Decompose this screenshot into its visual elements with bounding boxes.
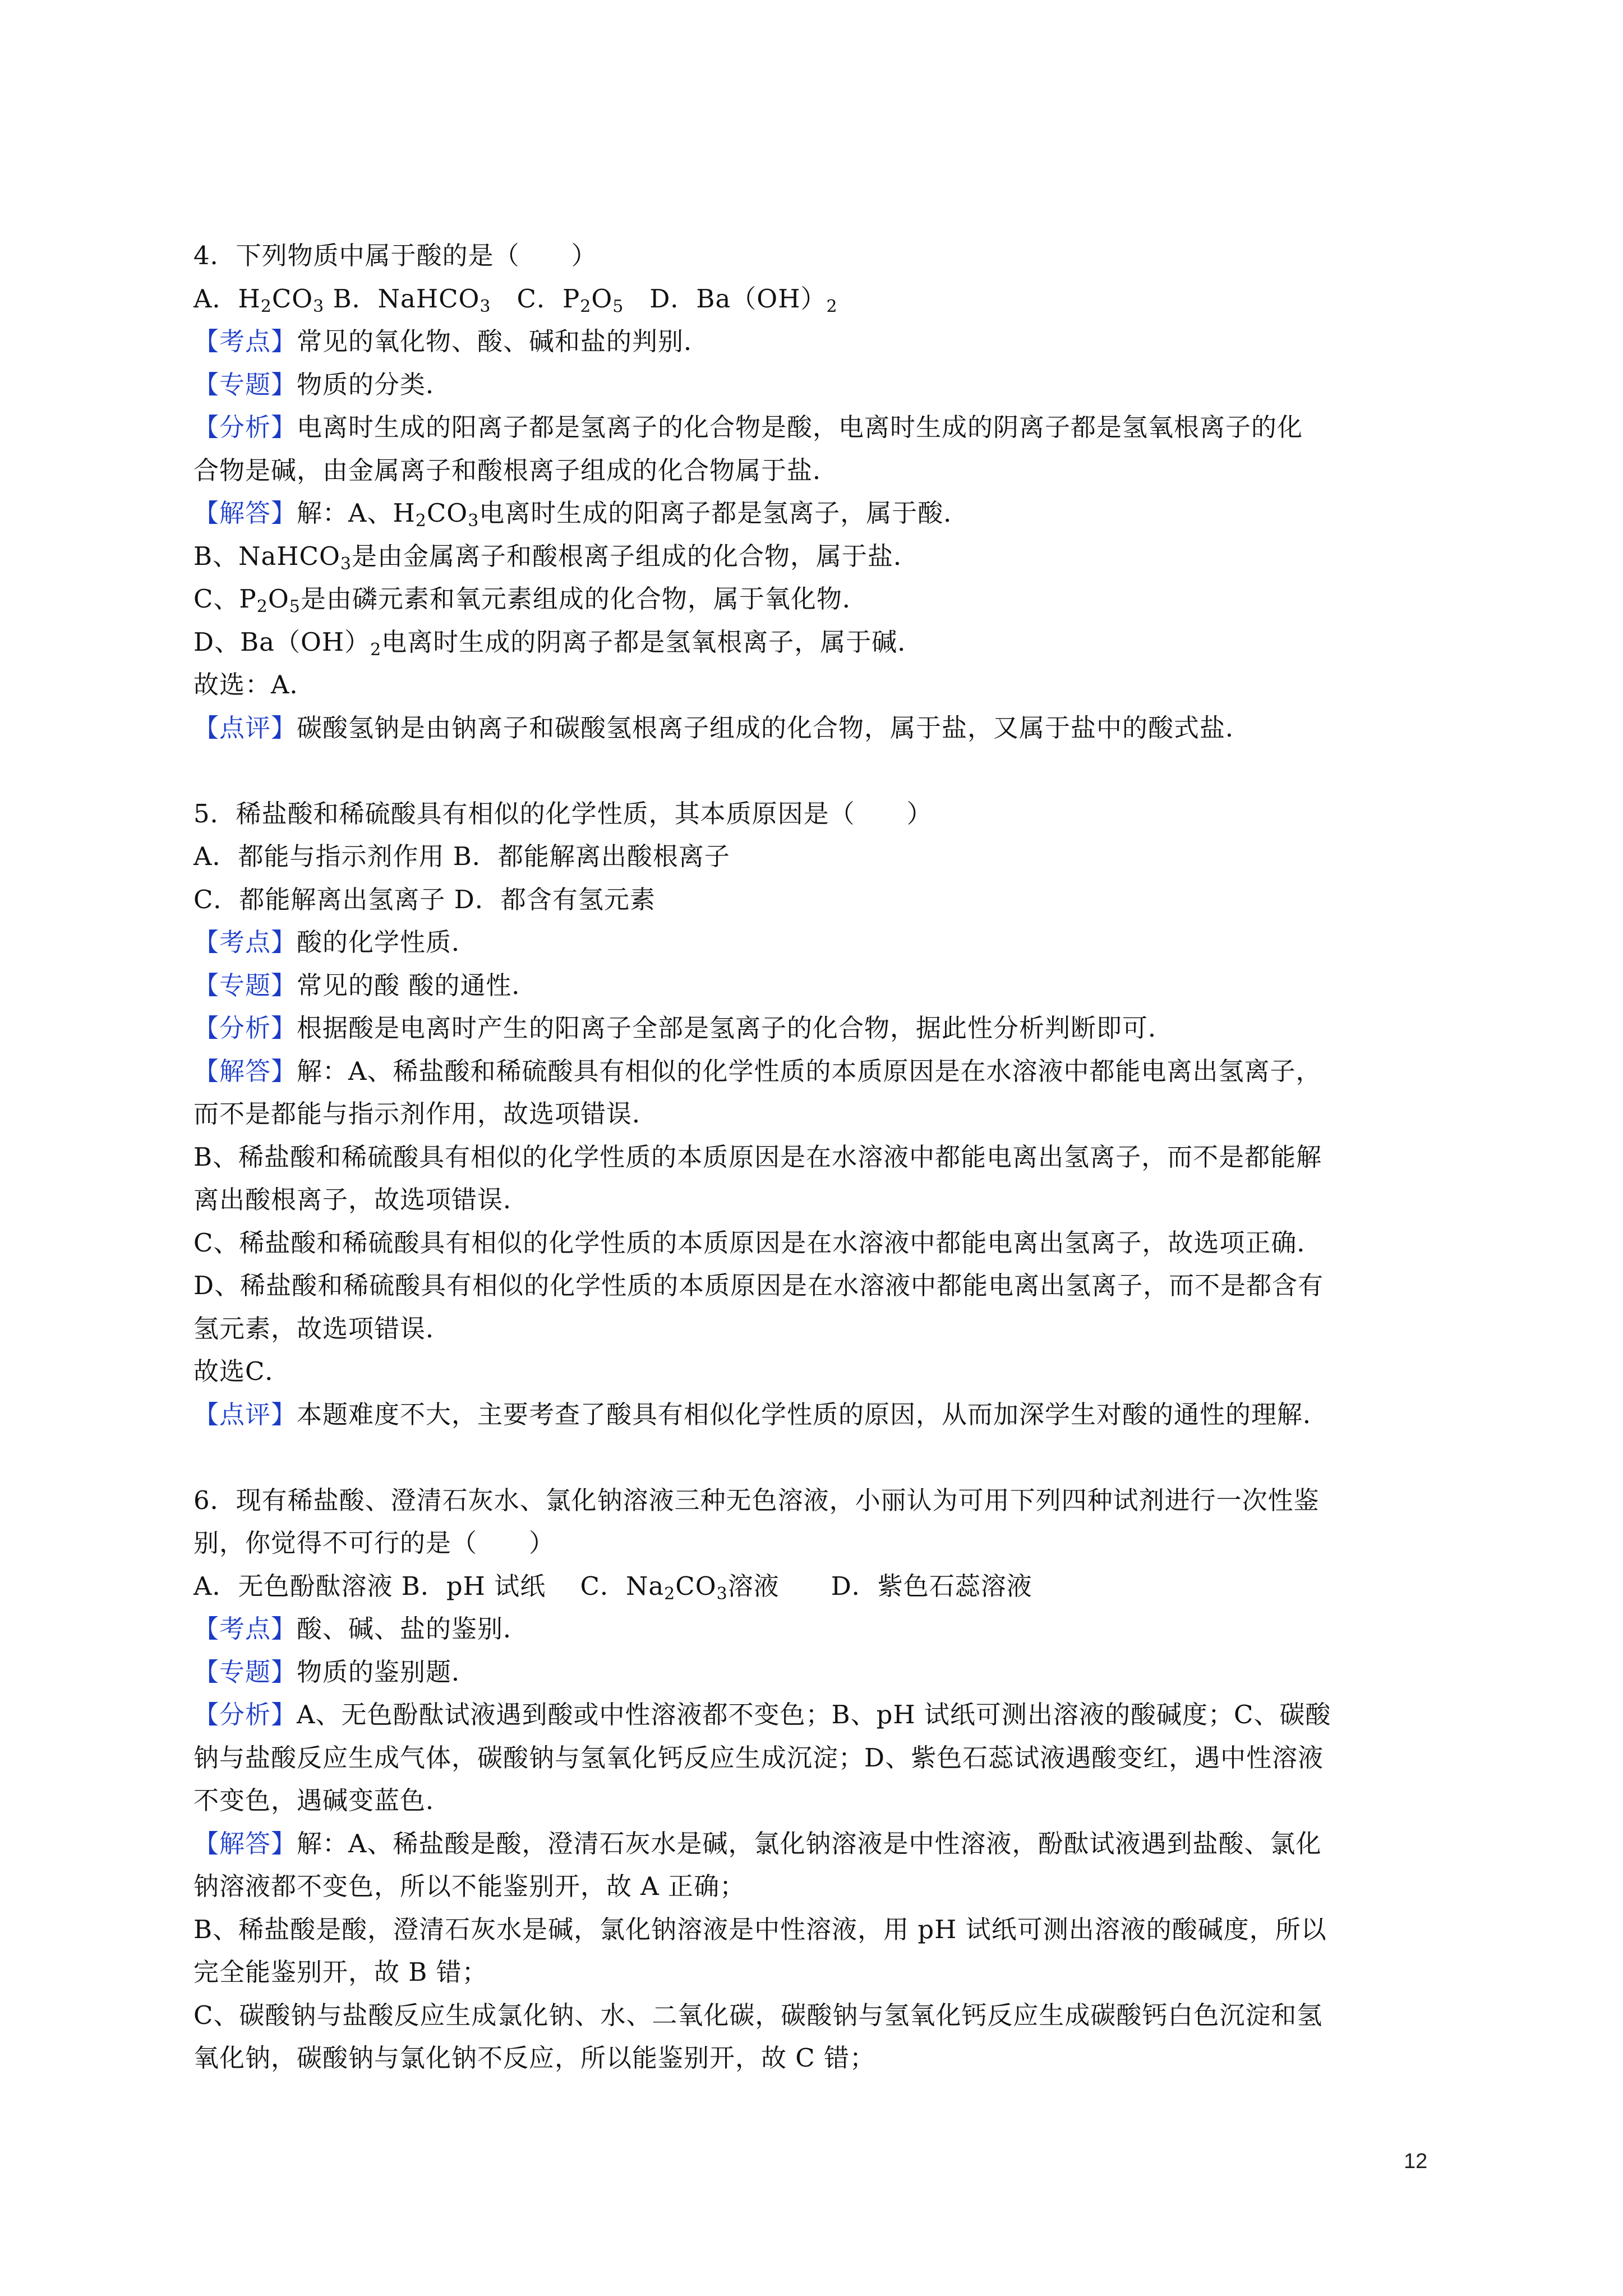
q6-kaodian: 【考点】酸、碱、盐的鉴别． (193, 1614, 529, 1644)
zhuanti-tag: 【专题】 (193, 369, 297, 399)
q5-fenxi: 【分析】根据酸是电离时产生的阳离子全部是氢离子的化合物，据此性分析判断即可． (193, 1013, 1174, 1043)
q4-jieda-c: C、$P_2O_5$是由磷元素和氧元素组成的化合物，属于氧化物． (193, 584, 868, 616)
q5-jieda-d: D、稀盐酸和稀硫酸具有相似的化学性质的本质原因是在水溶液中都能电离出氢离子，而不是都含有 (193, 1271, 1324, 1300)
q6-jieda-c: C、碳酸钠与盐酸反应生成氯化钠、水、二氧化碳，碳酸钠与氢氧化钙反应生成碳酸钙白色沉淀和氢 (193, 2000, 1323, 2030)
q6-fenxi: 【分析】A、无色酚酞试液遇到酸或中性溶液都不变色；B、pH 试纸可测出溶液的酸碱度；C、碳酸 (193, 1700, 1331, 1729)
q4-zhuanti: 【专题】物质的分类． (193, 369, 452, 399)
q6-jieda-a-cont: 钠溶液都不变色，所以不能鉴别开，故 A 正确； (193, 1871, 746, 1901)
dianping-tag: 【点评】 (193, 712, 297, 743)
kaodian-tag: 【考点】 (193, 326, 297, 356)
q5-jieda-b-cont: 离出酸根离子，故选项错误． (193, 1185, 529, 1214)
q5-dianping: 【点评】本题难度不大，主要考查了酸具有相似化学性质的原因，从而加深学生对酸的通性的理解． (193, 1399, 1329, 1429)
q6-options: A．无色酚酞溶液 B．pH 试纸 C．$Na_2CO_3$溶液 D．紫色石蕊溶液 (193, 1571, 1032, 1604)
q5-stem: 5．稀盐酸和稀硫酸具有相似的化学性质，其本质原因是（ ） (193, 798, 933, 829)
kaodian-tag: 【考点】 (193, 927, 297, 957)
q4-stem: 4．下列物质中属于酸的是（ ） (193, 241, 597, 270)
q6-jieda-a: 【解答】解：A、稀盐酸是酸，澄清石灰水是碱，氯化钠溶液是中性溶液，酚酞试液遇到盐酸、氯化 (193, 1828, 1322, 1858)
spacer (193, 749, 1444, 793)
q4-kaodian: 【考点】常见的氧化物、酸、碱和盐的判别． (193, 326, 710, 356)
jieda-tag: 【解答】 (193, 1828, 297, 1858)
jieda-tag: 【解答】 (193, 1056, 297, 1086)
q6-stem-cont: 别，你觉得不可行的是（ ） (193, 1528, 555, 1558)
q4-fenxi-cont: 合物是碱，由金属离子和酸根离子组成的化合物属于盐． (193, 455, 839, 485)
spacer (193, 1436, 1444, 1479)
document-body (193, 234, 1444, 2080)
zhuanti-tag: 【专题】 (193, 1657, 297, 1687)
q4-guxuan: 故选：A． (193, 670, 316, 700)
q5-guxuan: 故选C． (193, 1356, 291, 1386)
q6-zhuanti: 【专题】物质的鉴别题． (193, 1657, 478, 1687)
kaodian-tag: 【考点】 (193, 1614, 297, 1644)
q4-options: A．$H_2CO_3$ B．NaHCO$_3$ C．$P_2O_5$ D．$Ba(OH)_2$ (193, 283, 838, 316)
q5-options-2: C．都能解离出氢离子 D．都含有氢元素 (193, 884, 656, 914)
fenxi-tag: 【分析】 (193, 1700, 297, 1729)
q5-jieda-c: C、稀盐酸和稀硫酸具有相似的化学性质的本质原因是在水溶液中都能电离出氢离子，故选项正确． (193, 1227, 1323, 1258)
q5-kaodian: 【考点】酸的化学性质． (193, 927, 478, 957)
q6-fenxi-cont-2: 不变色，遇碱变蓝色． (193, 1786, 452, 1815)
jieda-tag: 【解答】 (193, 498, 297, 528)
zhuanti-tag: 【专题】 (193, 970, 297, 1000)
q6-jieda-b-cont: 完全能鉴别开，故 B 错； (193, 1957, 488, 1987)
q5-jieda-a: 【解答】解：A、稀盐酸和稀硫酸具有相似的化学性质的本质原因是在水溶液中都能电离出氢离子， (193, 1056, 1322, 1086)
q5-options-1: A．都能与指示剂作用 B．都能解离出酸根离子 (193, 841, 730, 871)
q4-fenxi: 【分析】电离时生成的阳离子都是氢离子的化合物是酸，电离时生成的阴离子都是氢氧根离子的化 (193, 412, 1303, 442)
fenxi-tag: 【分析】 (193, 1013, 297, 1043)
q5-jieda-a-cont: 而不是都能与指示剂作用，故选项错误． (193, 1099, 658, 1129)
q6-fenxi-cont-1: 钠与盐酸反应生成气体，碳酸钠与氢氧化钙反应生成沉淀；D、紫色石蕊试液遇酸变红，遇中性溶液 (193, 1742, 1324, 1773)
q4-jieda-a: 【解答】解：A、$H_2CO_3$电离时生成的阳离子都是氢离子，属于酸． (193, 498, 970, 531)
q4-jieda-b: B、NaHCO$_3$是由金属离子和酸根离子组成的化合物，属于盐． (193, 541, 919, 574)
fenxi-tag: 【分析】 (193, 412, 297, 442)
q5-jieda-b: B、稀盐酸和稀硫酸具有相似的化学性质的本质原因是在水溶液中都能电离出氢离子，而不是都能解 (193, 1142, 1322, 1172)
q6-jieda-b: B、稀盐酸是酸，澄清石灰水是碱，氯化钠溶液是中性溶液，用 pH 试纸可测出溶液的酸碱度，所以 (193, 1914, 1327, 1944)
q5-zhuanti: 【专题】常见的酸 酸的通性． (193, 970, 538, 1000)
q6-stem: 6．现有稀盐酸、澄清石灰水、氯化钠溶液三种无色溶液，小丽认为可用下列四种试剂进行一次性鉴 (193, 1485, 1320, 1515)
q4-jieda-d: D、$Ba(OH)_2$电离时生成的阴离子都是氢氧根离子，属于碱． (193, 627, 924, 660)
q5-jieda-d-cont: 氢元素，故选项错误． (193, 1313, 452, 1343)
q6-jieda-c-cont: 氧化钠，碳酸钠与氯化钠不反应，所以能鉴别开，故 C 错； (193, 2043, 876, 2073)
page-number: 12 (1404, 2150, 1428, 2173)
dianping-tag: 【点评】 (193, 1399, 297, 1429)
q4-dianping: 【点评】碳酸氢钠是由钠离子和碳酸氢根离子组成的化合物，属于盐，又属于盐中的酸式盐． (193, 712, 1252, 743)
